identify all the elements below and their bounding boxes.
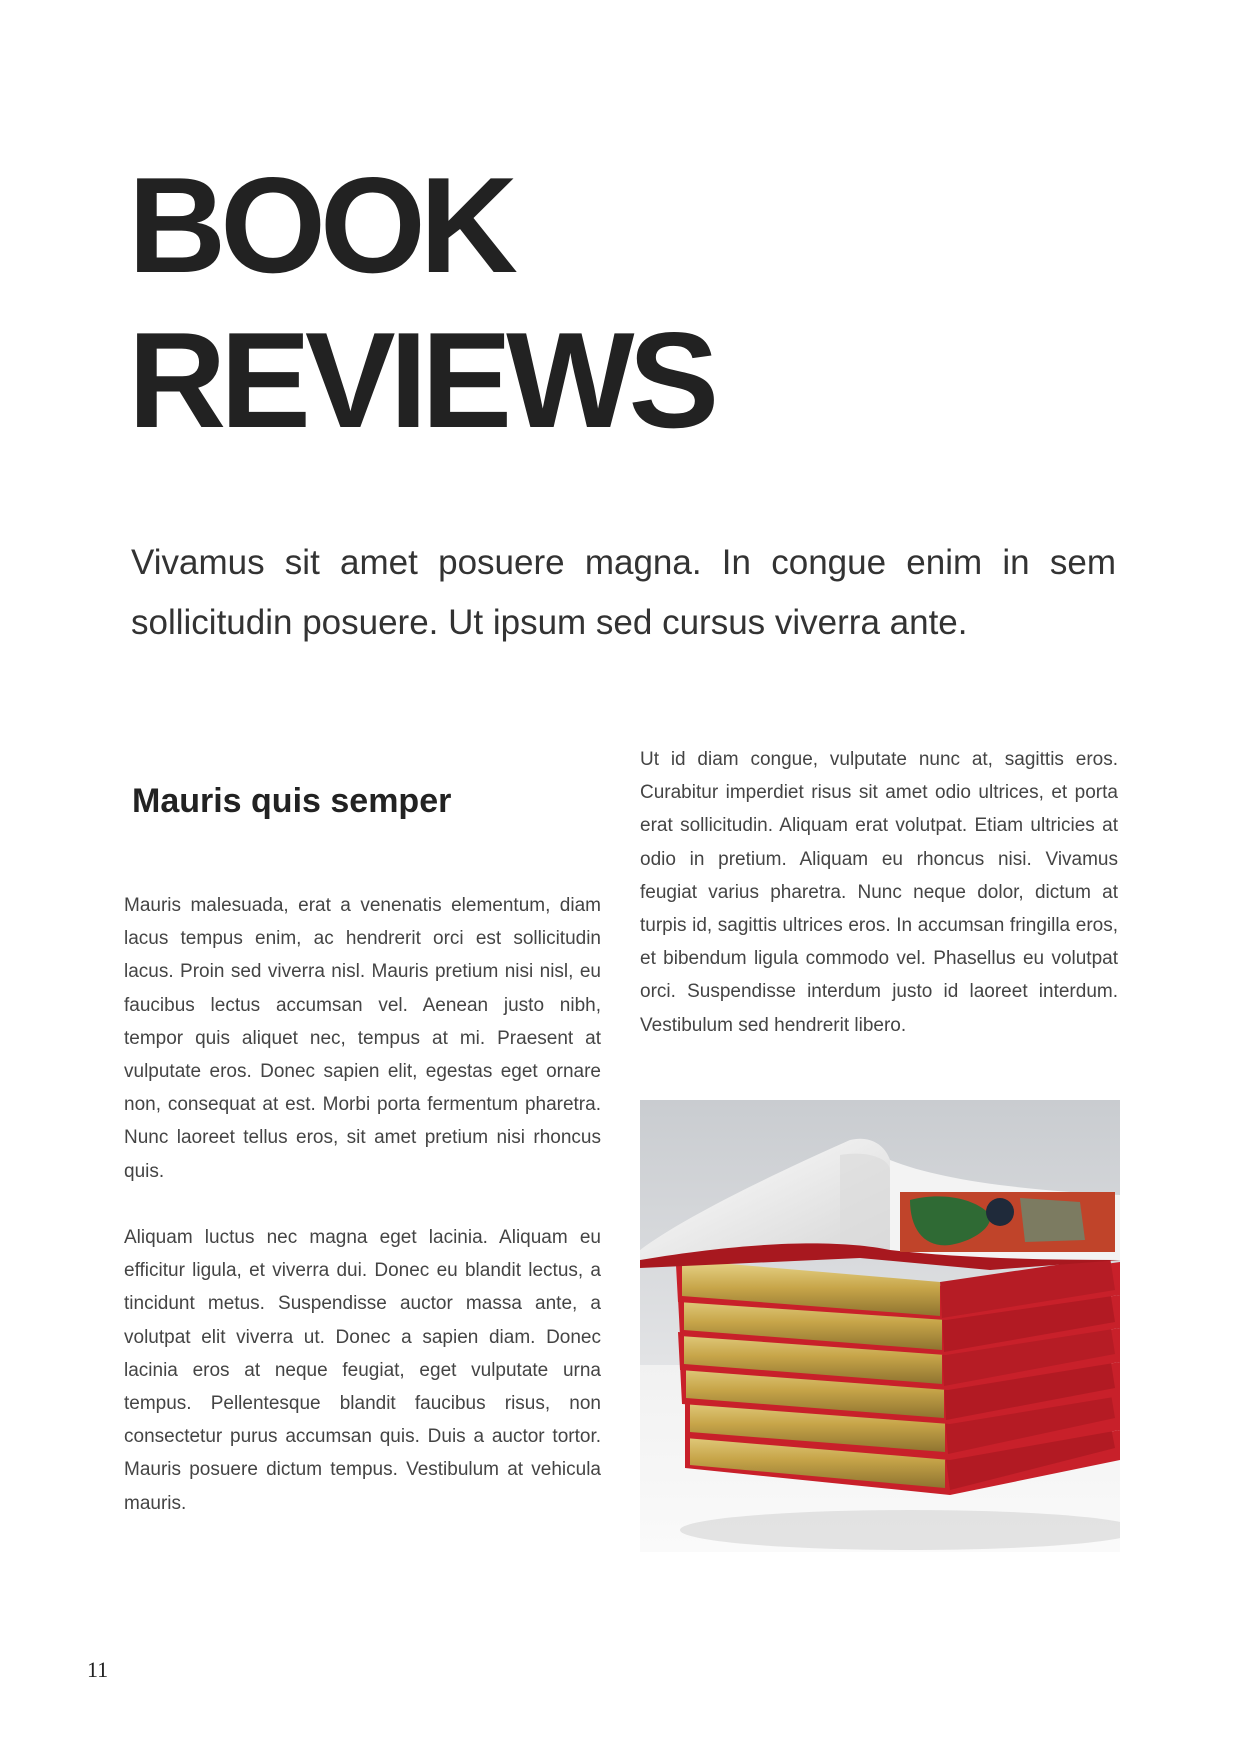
intro-text: Vivamus sit amet posuere magna. In congue enim in sem sollicitudin posuere. Ut ipsum sed cursus viverra ante. bbox=[131, 543, 1116, 642]
left-paragraph-2: Aliquam luctus nec magna eget lacinia. Aliquam eu efficitur ligula, et viverra dui. Donec eu blandit lectus, a tincidunt metus. Suspendisse auctor massa ante, a volutpat elit viverra ut. Donec a sapien diam. Donec lacinia eros at neque feugiat, eget vulputate urna tempus. Pellentesque blandit faucibus risus, non consectetur purus accumsan quis. Duis a auctor tortor. Mauris posuere dictum tempus. Vestibulum at vehicula mauris. bbox=[124, 1227, 601, 1514]
page-title bbox=[128, 148, 713, 458]
page-title-line-1: BOOK bbox=[128, 149, 512, 301]
section-heading: Mauris quis semper bbox=[132, 782, 452, 820]
page-number: 11 bbox=[87, 1657, 109, 1682]
books-photo bbox=[640, 1100, 1120, 1552]
books-photo-illustration bbox=[640, 1100, 1120, 1552]
page-title-line-2: REVIEWS bbox=[128, 304, 714, 456]
left-paragraph-1: Mauris malesuada, erat a venenatis elementum, diam lacus tempus enim, ac hendrerit orci est sollicitudin lacus. Proin sed viverra nisl. Mauris pretium nisi nisl, eu faucibus lectus accumsan vel. Aenean justo nibh, tempor quis aliquet nec, tempus at mi. Praesent at vulputate eros. Donec sapien elit, egestas eget ornare non, consequat at est. Morbi porta fermentum pharetra. Nunc laoreet tellus eros, sit amet pretium nisi rhoncus quis. bbox=[124, 895, 601, 1182]
right-paragraph: Ut id diam congue, vulputate nunc at, sagittis eros. Curabitur imperdiet risus sit amet odio ultrices, et porta erat sollicitudin. Aliquam erat volutpat. Etiam ultricies at odio in pretium. Aliquam eu rhoncus nisi. Vivamus feugiat varius pharetra. Nunc neque dolor, dictum at turpis id, sagittis ultrices eros. In accumsan fringilla eros, et bibendum ligula commodo vel. Phasellus eu volutpat orci. Suspendisse interdum justo id laoreet interdum. Vestibulum sed hendrerit libero. bbox=[640, 749, 1118, 1036]
